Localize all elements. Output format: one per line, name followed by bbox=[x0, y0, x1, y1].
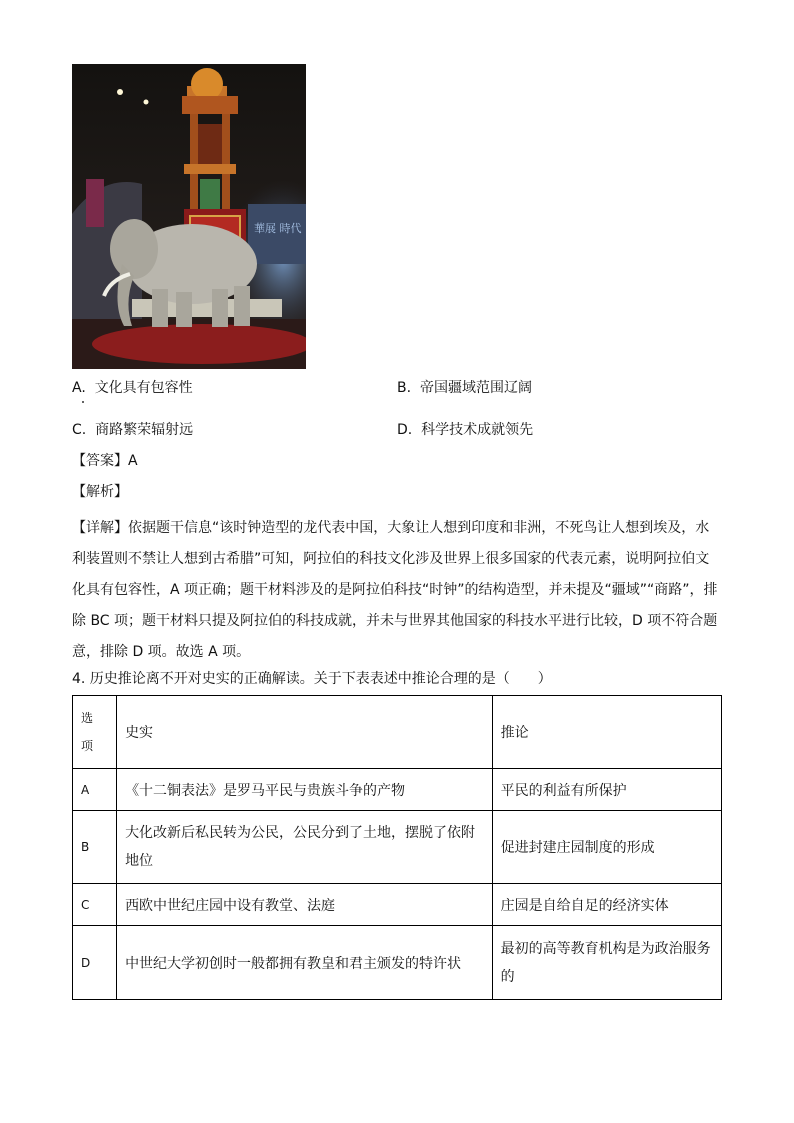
detail-line: 利装置则不禁让人想到古希腊”可知，阿拉伯的科技文化涉及世界上很多国家的代表元素，说明阿拉伯文 bbox=[72, 551, 710, 567]
detail-line: 除 BC 项；题干材料只提及阿拉伯的科技成就，并未与世界其他国家的科技水平进行比较，D 项不符合题 bbox=[72, 613, 718, 629]
stray-dot-mark bbox=[82, 401, 84, 403]
option-d bbox=[397, 420, 533, 440]
elephant-clock-illustration bbox=[72, 64, 306, 369]
detail-line: 意，排除 D 项。故选 A 项。 bbox=[72, 644, 251, 660]
elephant-clock-photo bbox=[72, 64, 306, 369]
header-option-cell bbox=[73, 696, 117, 769]
option-b-text: 帝国疆域范围辽阔 bbox=[419, 380, 532, 396]
row-option: D bbox=[73, 926, 117, 1000]
row-inference: 庄园是自给自足的经济实体 bbox=[492, 884, 721, 926]
row-fact: 西欧中世纪庄园中设有教堂、法庭 bbox=[117, 884, 493, 926]
option-a-text: 文化具有包容性 bbox=[94, 380, 193, 396]
row-fact-line: 地位 bbox=[125, 853, 154, 869]
answer-line: 【答案】A bbox=[72, 453, 138, 469]
row-fact: 《十二铜表法》是罗马平民与贵族斗争的产物 bbox=[117, 769, 493, 811]
table-row bbox=[73, 884, 722, 926]
option-c-text: 商路繁荣辐射远 bbox=[95, 422, 194, 438]
option-c-letter: C. bbox=[72, 422, 87, 438]
table-header-row bbox=[73, 696, 722, 769]
option-c bbox=[72, 420, 193, 440]
table-row bbox=[73, 926, 722, 1000]
row-option: C bbox=[73, 884, 117, 926]
detail-line: 【详解】依据题干信息“该时钟造型的龙代表中国，大象让人想到印度和非洲，不死鸟让人想到埃及，水 bbox=[72, 520, 710, 536]
history-inference-table bbox=[72, 695, 722, 1000]
option-d-letter: D. bbox=[397, 422, 413, 438]
detail-explanation bbox=[72, 513, 720, 668]
option-b-letter: B. bbox=[397, 380, 412, 396]
exhibit-sign-text: 華展 時代 bbox=[254, 222, 302, 235]
row-fact-line: 大化改新后私民转为公民，公民分到了土地，摆脱了依附 bbox=[125, 825, 476, 841]
row-fact: 中世纪大学初创时一般都拥有教皇和君主颁发的特许状 bbox=[117, 926, 493, 1000]
row-inference: 促进封建庄园制度的形成 bbox=[492, 811, 721, 884]
header-inference-cell: 推论 bbox=[492, 696, 721, 769]
row-option: B bbox=[73, 811, 117, 884]
header-fact-cell: 史实 bbox=[117, 696, 493, 769]
row-inference: 平民的利益有所保护 bbox=[492, 769, 721, 811]
option-a bbox=[72, 378, 193, 398]
header-option-line: 项 bbox=[81, 739, 94, 753]
detail-line: 化具有包容性，A 项正确；题干材料涉及的是阿拉伯科技“时钟”的结构造型，并未提及“疆域”“商路”，排 bbox=[72, 582, 718, 598]
row-inference-line: 最初的高等教育机构是为政治服务 bbox=[500, 940, 711, 957]
table-row bbox=[73, 811, 722, 884]
row-fact bbox=[117, 811, 493, 884]
option-d-text: 科学技术成就领先 bbox=[421, 422, 534, 438]
row-inference-line: 的 bbox=[500, 968, 515, 985]
row-inference bbox=[492, 926, 721, 1000]
question-4-stem: 4. 历史推论离不开对史实的正确解读。关于下表表述中推论合理的是（ ） bbox=[72, 671, 552, 687]
row-option: A bbox=[73, 769, 117, 811]
option-a-letter: A. bbox=[72, 380, 86, 396]
analysis-heading: 【解析】 bbox=[72, 484, 128, 500]
table-row bbox=[73, 769, 722, 811]
option-b bbox=[397, 378, 532, 398]
header-option-line: 选 bbox=[81, 711, 94, 725]
